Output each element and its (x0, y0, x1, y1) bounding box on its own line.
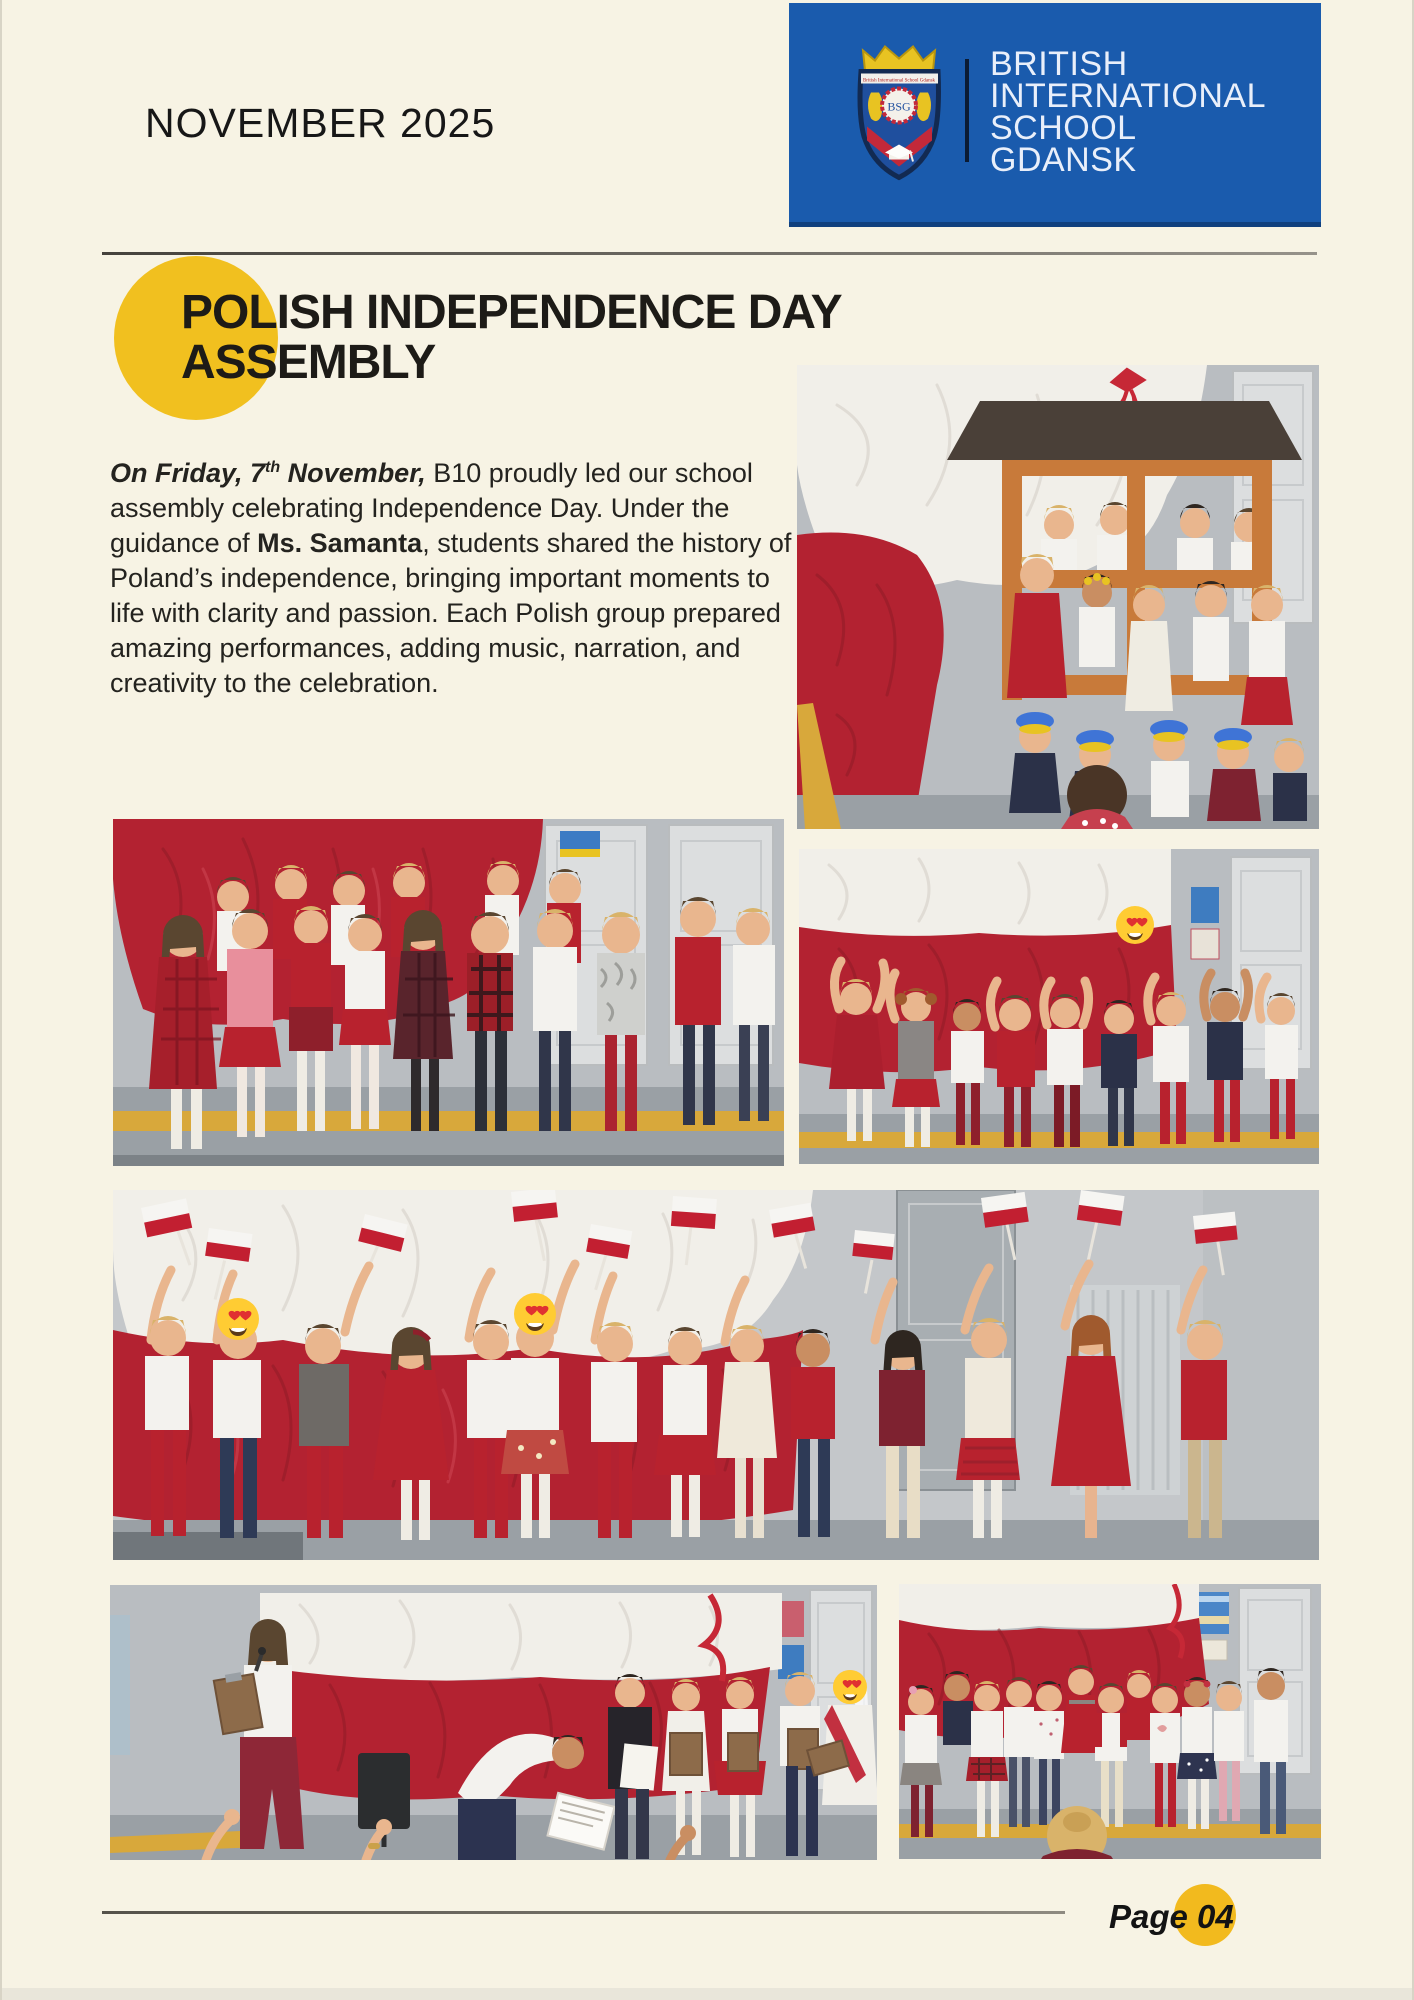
paragraph-lead: On Friday, 7 (110, 458, 266, 488)
page-number (1109, 1898, 1234, 1936)
school-name-line: GDANSK (990, 141, 1137, 179)
photo-flag-waving-row-illustration (113, 1190, 1319, 1560)
heart-eyes-emoji-icon (514, 1293, 556, 1335)
photo-cheering-kids (799, 849, 1319, 1164)
photo-choir-rows-illustration (113, 819, 784, 1166)
page-word: Page (1109, 1898, 1188, 1935)
photo-teacher-reading-illustration (110, 1585, 877, 1860)
logo-divider (965, 59, 969, 162)
school-logo-banner (789, 3, 1321, 227)
heart-eyes-emoji-icon (217, 1298, 259, 1340)
article-title-line2: ASSEMBLY (181, 336, 436, 389)
header-divider-line (102, 252, 1317, 255)
school-crest-icon (847, 43, 952, 181)
photo-choir-rows (113, 819, 784, 1166)
school-name-line: INTERNATIONAL (990, 77, 1267, 115)
photo-cheering-kids-illustration (799, 849, 1319, 1164)
photo-flag-waving-row (113, 1190, 1319, 1560)
photo-young-group (899, 1584, 1321, 1859)
page-bottom-edge (2, 1988, 1414, 2000)
footer-divider-line (102, 1911, 1065, 1914)
heart-eyes-emoji-icon (1116, 906, 1154, 944)
photo-teacher-reading (110, 1585, 877, 1860)
paragraph-body-2: , students shared the history of Poland’s independence, bringing important moments to life with clarity and passion. Each Polish group prepared amazing performances, adding music, narration, and creativity to the celebration. (110, 528, 792, 698)
school-name (990, 45, 1267, 179)
paragraph-lead-cont: November, (280, 458, 426, 488)
crest-banner-text: British International School Gdansk (862, 78, 936, 84)
school-name-line: SCHOOL (990, 109, 1137, 147)
paragraph-body-1: B10 proudly led our school assembly celebrating Independence Day. Under the guidance of (110, 458, 753, 558)
photo-young-group-illustration (899, 1584, 1321, 1859)
ordinal-suffix: th (265, 459, 281, 476)
teacher-name: Ms. Samanta (257, 528, 423, 558)
school-name-line: BRITISH (990, 45, 1128, 83)
heart-eyes-emoji-icon (833, 1670, 867, 1704)
article-paragraph (110, 450, 808, 701)
article-title-line1: POLISH INDEPENDENCE DAY (181, 286, 842, 339)
photo-assembly-house-prop-illustration (797, 365, 1319, 829)
crest-monogram: BSG (887, 99, 911, 114)
photo-assembly-house-prop (797, 365, 1319, 829)
issue-date: NOVEMBER 2025 (145, 100, 496, 146)
article-title (181, 288, 842, 388)
page-number-value: 04 (1197, 1898, 1234, 1935)
